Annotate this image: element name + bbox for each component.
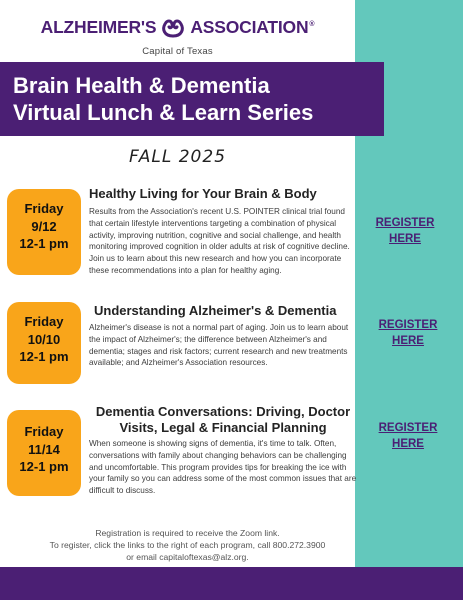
event-3-description: When someone is showing signs of dementia, it's time to talk. Often, conversations with family about changing behaviors can be challenging and uncomfortable. This program provides tips for breaking the ice with your family so you can address some of the most common issues that are difficult to discuss.: [89, 439, 357, 496]
event-2-title: Understanding Alzheimer's & Dementia: [94, 303, 337, 318]
event-3-title-line-2: Visits, Legal & Financial Planning: [119, 419, 327, 435]
footer-line-1: Registration is required to receive the Zoom link.: [95, 528, 280, 538]
event-2-date: 10/10: [27, 331, 61, 347]
chapter-name: Capital of Texas: [142, 46, 213, 57]
registration-footer: [20, 527, 355, 563]
event-3-date: 11/14: [28, 441, 60, 457]
event-1-date: 9/12: [31, 218, 57, 234]
series-banner: [0, 62, 384, 136]
banner-title-line-2: Virtual Lunch & Learn Series: [13, 100, 314, 125]
logo-name-left: ALZHEIMER'S: [40, 16, 157, 37]
event-3-register-link[interactable]: REGISTER HERE: [378, 422, 438, 450]
bottom-purple-bar: [0, 567, 463, 600]
event-1-day: Friday: [24, 201, 64, 216]
trademark-symbol: ®: [309, 20, 315, 28]
event-2-date-badge: [7, 302, 81, 384]
banner-title-line-1: Brain Health & Dementia: [13, 73, 270, 98]
event-1-register-link[interactable]: REGISTER HERE: [375, 217, 435, 245]
event-3-title: [89, 404, 357, 435]
purple-mark-icon: [160, 16, 186, 38]
event-1-date-badge: [7, 189, 81, 275]
event-2-register-link[interactable]: REGISTER HERE: [378, 319, 438, 347]
event-2-description: Alzheimer's disease is not a normal part of aging. Join us to learn about the impact of Alzheimer's; the difference between Alzheimer's and dementia; stages and risk factors; current research and new treatments available; and Alzheimer's Association resources.: [89, 323, 349, 368]
event-1-description: Results from the Association's recent U.S. POINTER clinical trial found that certain lifestyle interventions targeting a combination of physical activity, improving nutrition, cognitive and social challenge, and health monitoring improved cognition in older adults at risk of cognitive decline. Join us to learn about this new research and how you can incorporate these recommendations into a plan for healthy aging.: [89, 207, 350, 275]
event-2-time: 12-1 pm: [19, 349, 69, 364]
logo-wordmark: [0, 16, 355, 38]
event-2-day: Friday: [24, 314, 64, 329]
footer-line-2: To register, click the links to the right of each program, call 800.272.3900: [49, 540, 326, 550]
season-heading: FALL 2025: [128, 147, 227, 167]
logo-name-right: ASSOCIATION®: [190, 16, 315, 37]
event-3-time: 12-1 pm: [19, 459, 69, 474]
event-1-time: 12-1 pm: [19, 236, 69, 251]
footer-line-3: or email capitaloftexas@alz.org.: [126, 552, 249, 562]
event-1-title: Healthy Living for Your Brain & Body: [89, 186, 317, 201]
brand-logo: [0, 16, 355, 57]
event-3-date-badge: [7, 410, 81, 496]
event-3-day: Friday: [24, 424, 64, 439]
event-3-title-line-1: Dementia Conversations: Driving, Doctor: [95, 404, 351, 419]
